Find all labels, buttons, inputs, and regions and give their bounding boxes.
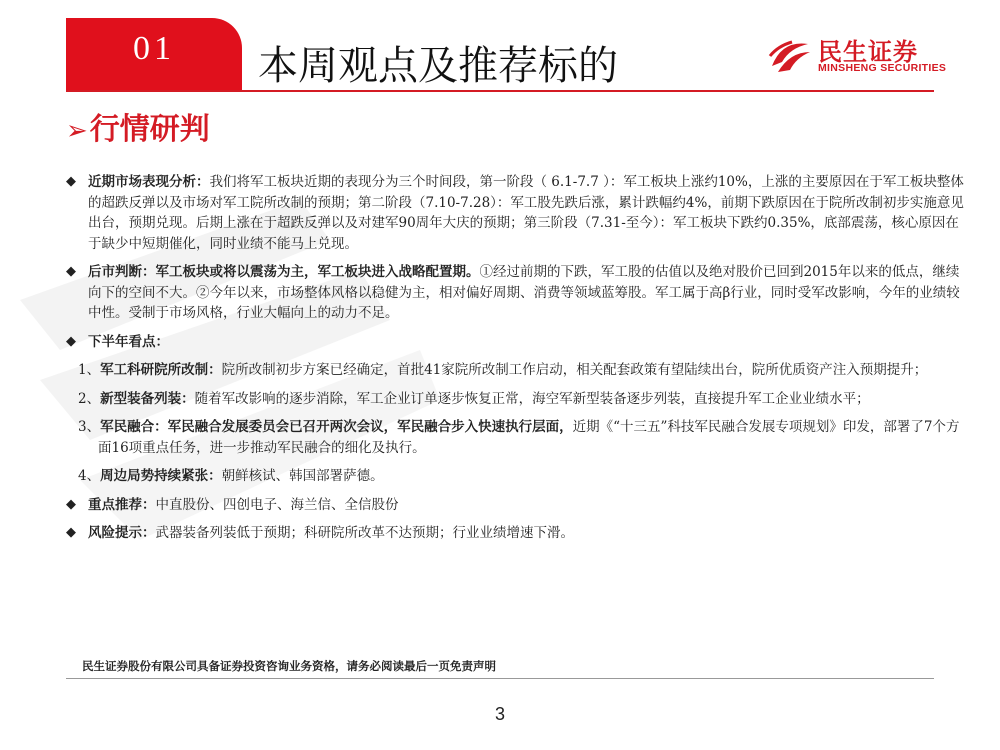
outlook-label: 军民融合： (100, 419, 168, 435)
bullet-second-half-highlights (66, 332, 966, 353)
bullet-text: 武器装备列装低于预期；科研院所改革不达预期；行业业绩增速下滑。 (155, 525, 574, 541)
diamond-bullet-icon: ◆ (66, 525, 76, 540)
outlook-number: 1、 (78, 362, 101, 378)
arrow-icon: ➢ (66, 116, 88, 146)
bullet-text: 中直股份、四创电子、海兰信、全信股份 (155, 496, 399, 513)
bullet-text: ①经过前期的下跌，军工股的估值以及绝对股价已回到2015年以来的低点，继续向下的空间不大。②今年以来，市场整体风格以稳健为主，相对偏好周期、消费等领域蓝筹股。军工属于高β行业，同时受军改影响，今年的业绩较中性。受制于市场风格，行业大幅向上的动力不足。 (88, 264, 960, 321)
diamond-bullet-icon: ◆ (66, 264, 76, 279)
section-title: 行情研判 (89, 112, 210, 147)
header-divider (66, 90, 934, 92)
page-title: 本周观点及推荐标的 (258, 43, 618, 89)
diamond-bullet-icon: ◆ (66, 333, 76, 349)
logo-text-en: MINSHENG SECURITIES (818, 62, 947, 74)
outlook-emphasis: 军民融合发展委员会已召开两次会议，军民融合步入快速执行层面， (167, 419, 573, 435)
logo-text-cn: 民生证券 (818, 38, 918, 66)
bullet-key-recommendations (66, 495, 966, 516)
bullet-outlook-judgement (66, 262, 966, 324)
bullet-risk-warning (66, 523, 966, 544)
outlook-item (78, 389, 966, 410)
bullet-market-analysis (66, 172, 966, 254)
outlook-item (78, 360, 966, 381)
section-heading (66, 104, 210, 148)
outlook-item (78, 466, 966, 487)
outlook-label: 新型装备列装： (100, 390, 195, 407)
outlook-label: 周边局势持续紧张： (100, 468, 222, 484)
diamond-bullet-icon: ◆ (66, 174, 76, 189)
page-number: 3 (494, 704, 505, 724)
outlook-label: 军工科研院所改制： (100, 362, 222, 378)
outlook-item (78, 417, 966, 458)
bullet-label: 后市判断： (88, 264, 156, 280)
outlook-number: 3、 (78, 419, 101, 435)
bullet-label: 风险提示： (88, 525, 156, 541)
footer-disclaimer: 民生证券股份有限公司具备证券投资咨询业务资格，请务必阅读最后一页免责声明 (82, 659, 496, 673)
section-number: 01 (133, 30, 175, 67)
outlook-text: 朝鲜核试、韩国部署萨德。 (221, 468, 384, 484)
bullet-emphasis: 军工板块或将以震荡为主，军工板块进入战略配置期。 (155, 264, 480, 280)
diamond-bullet-icon: ◆ (66, 496, 76, 512)
outlook-text: 近期《“十三五”科技军民融合发展专项规划》印发，部署了7个方面16项重点任务，进一步推动军民融合的细化及执行。 (98, 419, 960, 456)
footer-divider (66, 678, 934, 679)
bullet-label: 下半年看点： (88, 333, 169, 350)
outlook-text: 院所改制初步方案已经确定，首批41家院所改制工作启动，相关配套政策有望陆续出台，院所优质资产注入预期提升； (221, 362, 928, 378)
bullet-label: 近期市场表现分析： (88, 174, 210, 190)
content-body (66, 172, 966, 552)
company-logo (768, 32, 948, 82)
outlook-number: 4、 (78, 468, 101, 484)
bullet-label: 重点推荐： (88, 496, 156, 513)
bullet-text: 我们将军工板块近期的表现分为三个时间段，第一阶段（ 6.1-7.7 ）：军工板块上涨约10%，上涨的主要原因在于军工板块整体的超跌反弹以及市场对军工院所改制的预期；第二阶段（7.10-7.28）：军工股先跌后涨，累计跌幅约4%，前期下跌原因在于院所改制初步实施意见出台，预期兑现。后期上涨在于超跌反弹以及对建军90周年大庆的预期；第三阶段（7.31-至今）：军工板块下跌约0.35%，底部震荡，核心原因在于缺少中短期催化，同时业绩不能马上兑现。 (88, 174, 964, 252)
outlook-text: 随着军改影响的逐步消除，军工企业订单逐步恢复正常，海空军新型装备逐步列装，直接提升军工企业业绩水平； (194, 390, 870, 407)
minsheng-logo-icon (768, 36, 812, 76)
outlook-number: 2、 (78, 390, 101, 407)
